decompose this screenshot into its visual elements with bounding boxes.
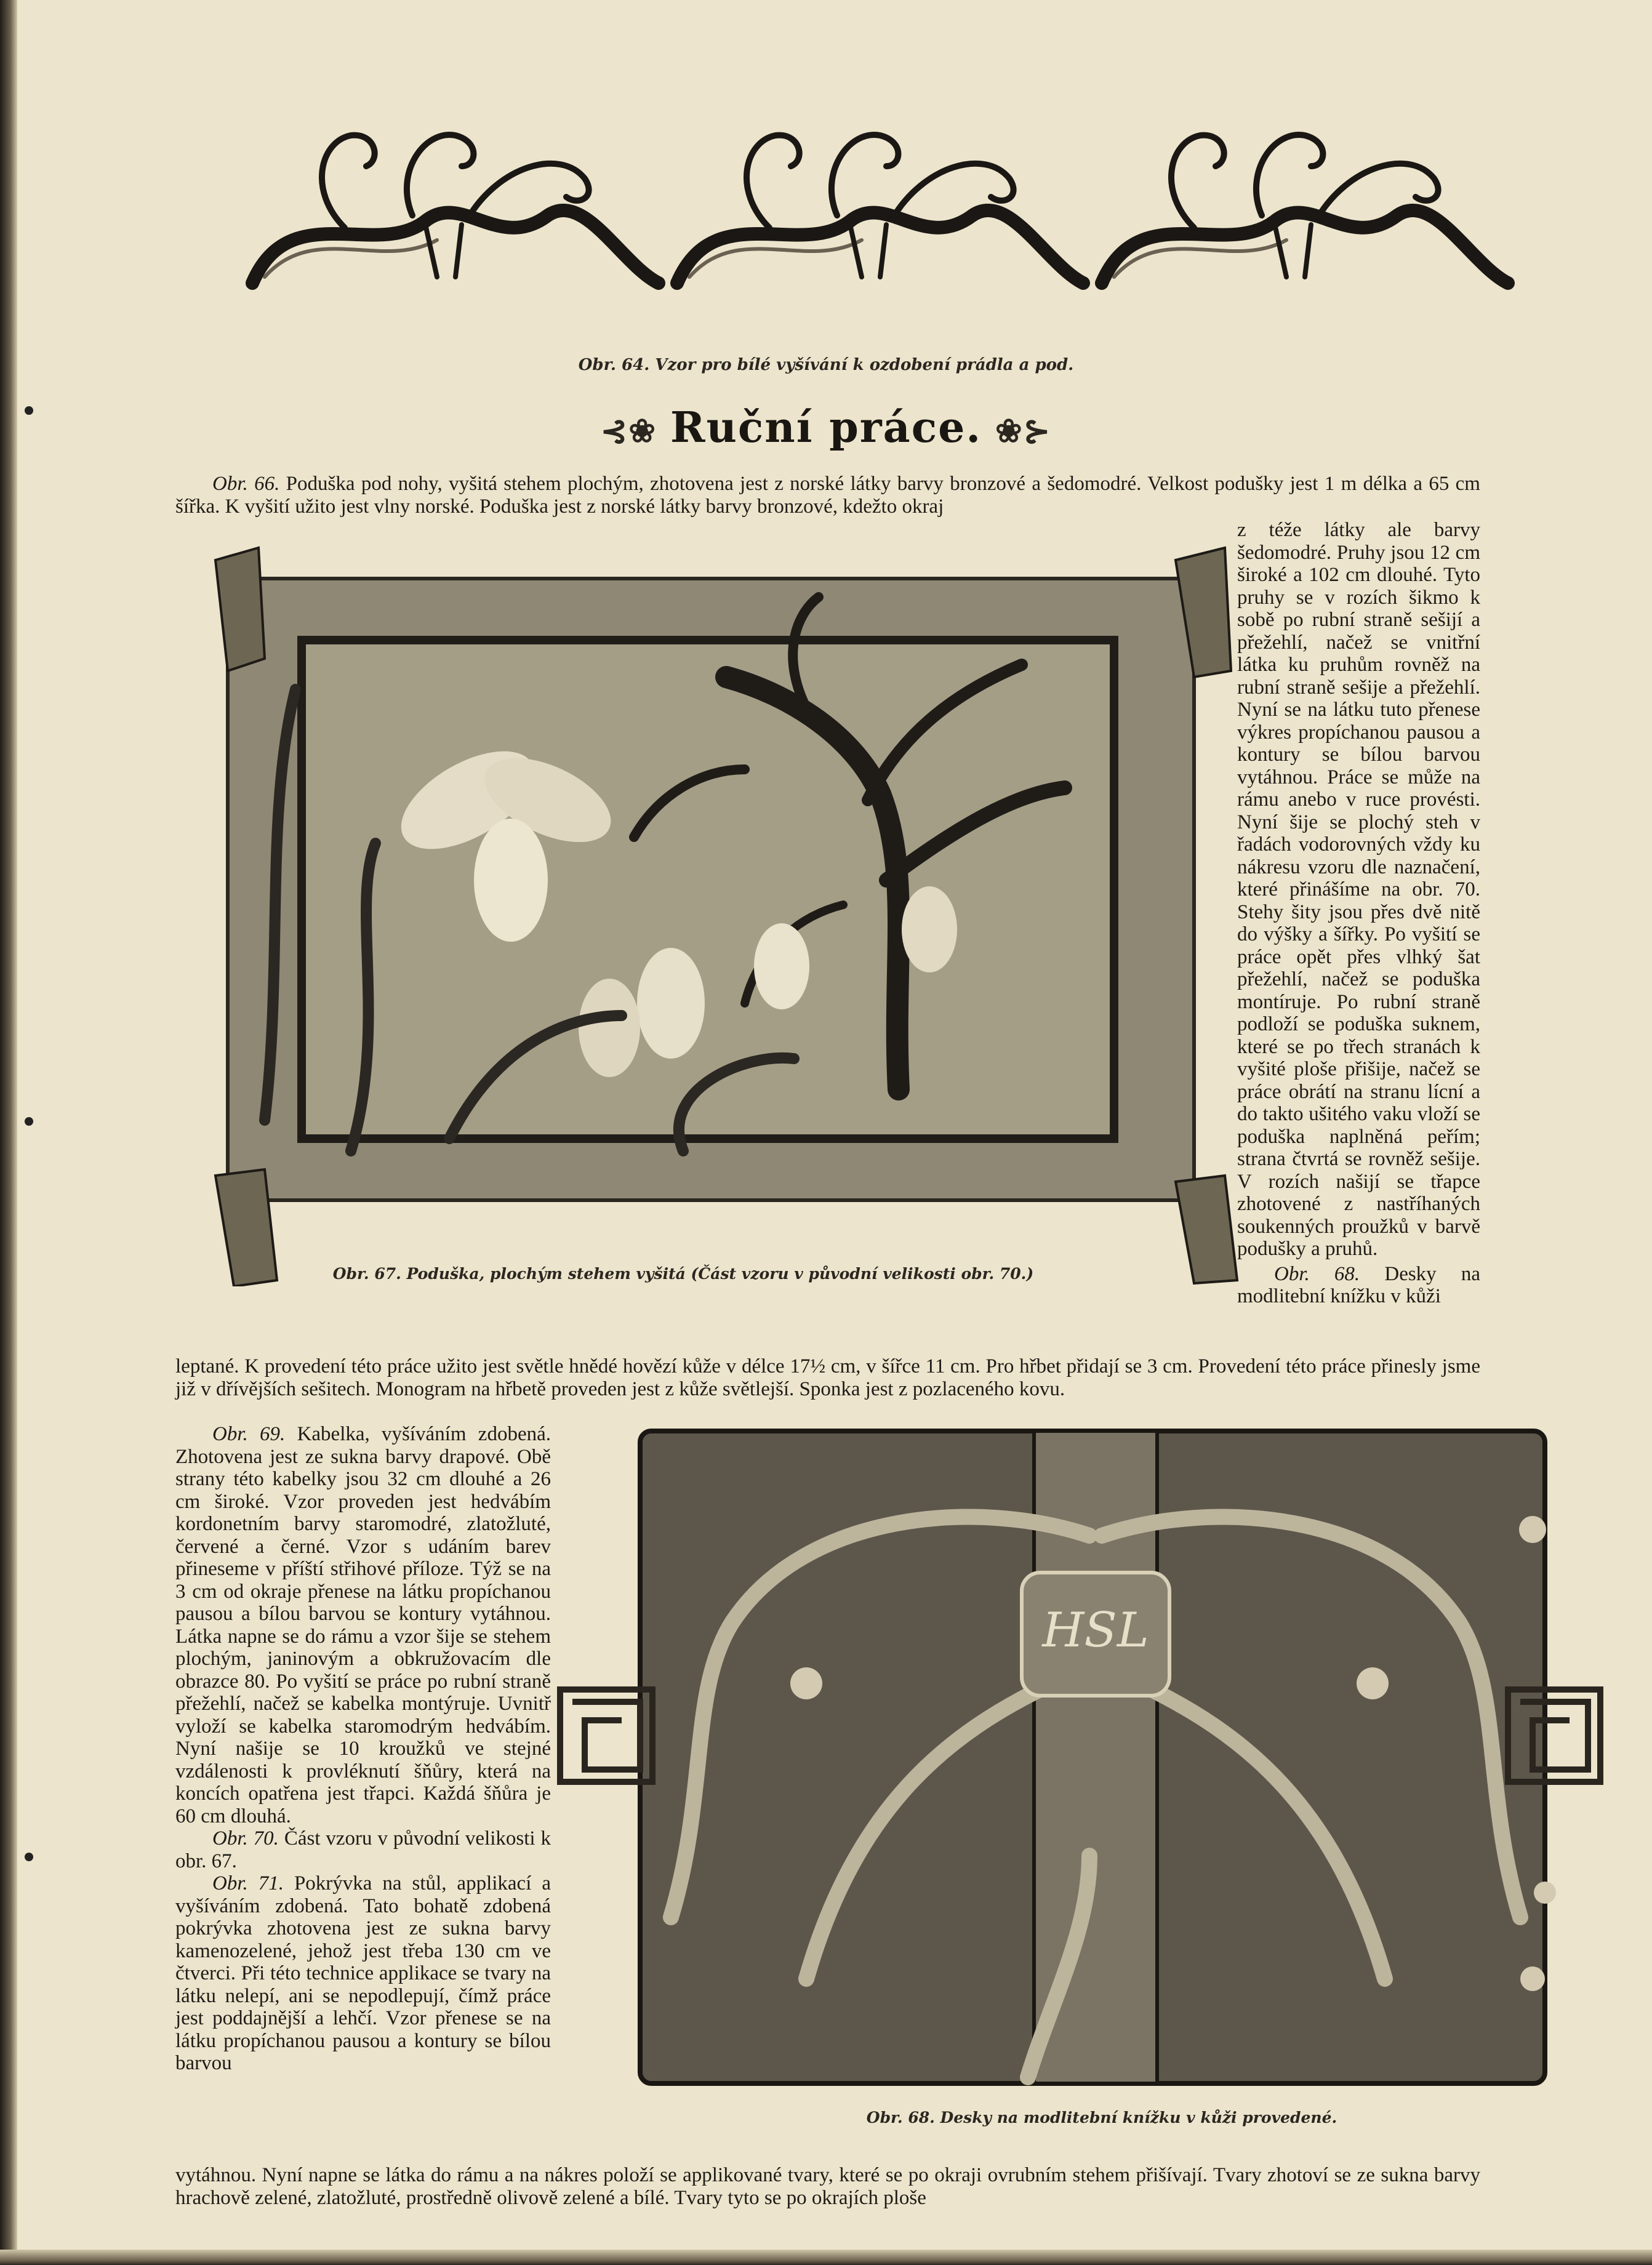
obr68-continuation (175, 1355, 1480, 1400)
heading-text: Ruční práce. (670, 403, 982, 452)
obr71-text: Pokrývka na stůl, applikací a vyšíváním zdobená. Tato bohatě zdobená pokrývka zhotovena jest ze sukna barvy kamenozelené, jehož jest třeba 130 cm ve čtverci. Při této technice applikace se tvary na látku nelepí, ani se nepodlepují, čímž práce jest poddajnější a lehčí. Vzor přenese se na látku propíchanou pausou a kontury se bílou barvou (175, 1872, 551, 2074)
ref-obr71: Obr. 71. (212, 1872, 284, 1894)
embroidery-ornament-figure (240, 98, 1520, 302)
right-column-text (1237, 519, 1480, 1308)
obr70-text: Část vzoru v původní velikosti k obr. 67. (175, 1827, 551, 1872)
page-bottom-edge (0, 2250, 1652, 2265)
ornament-motif (252, 135, 659, 283)
obr71-continuation (175, 2164, 1480, 2209)
ref-obr69: Obr. 69. (212, 1423, 286, 1445)
binding-hole (25, 1117, 33, 1126)
ornament-motif (677, 135, 1083, 283)
left-flourish-icon: ⊰❀ (600, 412, 657, 450)
fig67-caption: Obr. 67. Poduška, plochým stehem vyšitá (Část vzoru v původní velikosti obr. 70.) (332, 1265, 1034, 1283)
left-column-text (175, 1423, 551, 2075)
ref-obr68: Obr. 68. (1274, 1262, 1360, 1285)
cushion-inner-panel (302, 640, 1114, 1139)
cushion-illustration (191, 535, 1249, 1286)
right-flourish-icon: ❀⊱ (995, 412, 1052, 450)
obr69-text: Kabelka, vyšíváním zdobená. Zhotovena jest ze sukna barvy drapové. Obě strany této kabelky jsou 32 cm dlouhé a 26 cm široké. Vzor proveden jest hedvábím kordonetním barvy staromodré, zlatožluté, červené a černé. Vzor s udáním barev přineseme v příští střihové příloze. Týž se na 3 cm od okraje přenese na látku propíchanou pausou a bílou barvou se kontury vytáhnou. Látka napne se do rámu a vzor šije se stehem plochým, janinovým a obkružovacím dle obrazce 80. Po vyšití se práce po rubní straně přežehlí, načež se kabelka montýruje. Uvnitř vyloží se kabelka staromodrým hedvábím. Nyní našije se 10 kroužků ve stejné vzdálenosti k provléknutí šňůry, která na koncích opatřena jest třapci. Každá šňůra je 60 cm dlouhá. (175, 1423, 551, 1827)
ref-obr66: Obr. 66. (212, 473, 280, 495)
binding-hole (25, 1853, 33, 1861)
ornament-motif (1102, 135, 1508, 283)
ref-obr70: Obr. 70. (212, 1827, 279, 1850)
right-column-paragraph: z téže látky ale barvy šedomodré. Pruhy jsou 12 cm široké a 102 cm dlouhé. Tyto pruhy se v rozích šikmo k sobě po rubní straně sešijí a přežehlí, načež se vnitřní látka ku pruhům rovněž na rubní straně sešije a přežehlí. Nyní se na látku tuto přenese výkres propíchanou pausou a kontury se bílou barvou vytáhnou. Práce se může na rámu anebo v ruce provésti. Nyní šije se plochý steh v řadách vodorovných vždy ku nákresu vzoru dle naznačení, které přinášíme na obr. 70. Stehy šity jsou přes dvě nitě do výšky a šířky. Po vyšití se práce opět přes vlhký šat přežehlí, načež se poduška montíruje. Po rubní straně podloží se poduška suknem, které se po třech stranách k vyšité ploše přišije, načež se práce obrátí na stranu lícní a do takto ušitého vaku vloží se poduška naplněná peřím; strana čtvrtá se rovněž sešije. V rozích našijí se třapce zhotovené z nastříhaných soukenných proužků v barvě podušky a pruhů. (1237, 519, 1480, 1260)
obr68-text-b: leptané. K provedení této práce užito jest světle hnědé hovězí kůže v délce 17½ cm, v šířce 11 cm. Pro hřbet přidají se 3 cm. Provedení této práce přinesly jsme již v dřívějších sešitech. Monogram na hřbetě proveden jest z kůže světlejší. Sponka jest z pozlaceného kovu. (175, 1355, 1480, 1400)
fig68-caption: Obr. 68. Desky na modlitební knížku v kůži provedené. (866, 2109, 1337, 2127)
obr68-text-a: Desky na modlitební knížku v kůži (1237, 1262, 1480, 1307)
section-heading (0, 403, 1652, 452)
intro-paragraph (175, 473, 1480, 518)
book-cover-illustration (548, 1425, 1613, 2096)
clasp-left (560, 1690, 652, 1782)
obr71-text-end: vytáhnou. Nyní napne se látka do rámu a na nákres položí se applikované tvary, které se po okraji ovrubním stehem přišívají. Tvary zhotoví se ze sukna barvy hrachově zelené, zlatožluté, prostředně olivově zelené a bílé. Tvary tyto se po okrajích ploše (175, 2164, 1480, 2209)
page-edge-shadow (0, 0, 17, 2265)
fig64-caption: Obr. 64. Vzor pro bílé vyšívání k ozdobení prádla a pod. (578, 356, 1074, 374)
monogram-text: HSL (1042, 1603, 1149, 1658)
intro-text: Poduška pod nohy, vyšitá stehem plochým, zhotovena jest z norské látky barvy bronzové a šedomodré. Velkost podušky jest 1 m délka a 65 cm šířka. K vyšití užito jest vlny norské. Poduška jest z norské látky barvy bronzové, kdežto okraj (175, 473, 1480, 518)
